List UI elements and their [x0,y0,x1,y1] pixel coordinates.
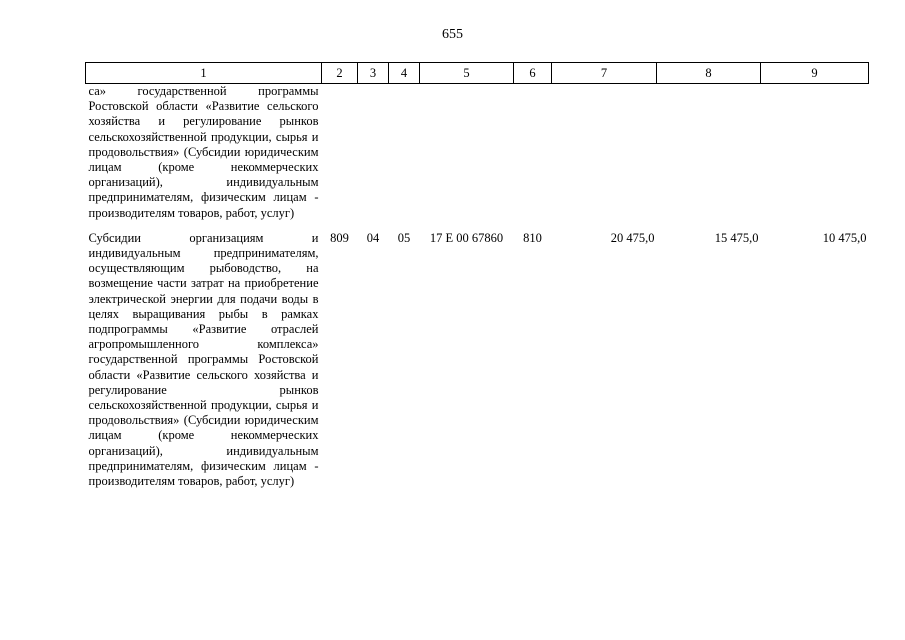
header-col-6: 6 [514,63,552,84]
cell-amount-3: 10 475,0 [822,230,867,245]
cell-section [358,84,389,231]
cell-ministry [322,84,358,231]
cell-amount-1: 20 475,0 [610,230,655,245]
table-row [86,84,869,231]
row-description: са» государственной программы Ростовской области «Развитие сельского хозяйства и регулирование рынков сельскохозяйственной продукции, сырья и продовольствия» (Субсидии юридическим лицам (кроме некоммерческих организаций), индивидуальным предпринимателям, физическим лицам - производителям товаров, работ, услуг) [88,84,319,220]
header-col-7: 7 [552,63,657,84]
cell-ministry: 809 [330,230,349,245]
cell-section: 04 [366,230,380,245]
page-number: 655 [442,27,463,42]
header-col-5: 5 [420,63,514,84]
table-row [86,231,869,489]
header-col-2: 2 [322,63,358,84]
cell-amount-2 [657,84,761,231]
cell-expense-type [514,84,552,231]
row-description: Субсидии организациям и индивидуальным предпринимателям, осуществляющим рыбоводство, на возмещение части затрат на приобретение электрической энергии для подачи воды в целях выращивания рыбы в рамках подпрограммы «Развитие отраслей агропромышленного комплекса» государственной программы Ростовской области «Развитие сельского хозяйства и регулирование рынков сельскохозяйственной продукции, сырья и продовольствия» (Субсидии юридическим лицам (кроме некоммерческих организаций), индивидуальным предпринимателям, физическим лицам - производителям товаров, работ, услуг) [88,230,319,489]
cell-amount-2: 15 475,0 [714,230,759,245]
cell-amount-1 [552,84,657,231]
header-col-9: 9 [761,63,869,84]
header-col-3: 3 [358,63,389,84]
cell-target-code [420,84,514,231]
cell-amount-3 [761,84,869,231]
header-col-1: 1 [86,63,322,84]
header-row [86,63,869,84]
budget-table [85,62,869,489]
cell-target-code: 17 Е 00 67860 [429,230,504,245]
cell-expense-type: 810 [523,230,542,245]
cell-subsection [389,84,420,231]
header-col-4: 4 [389,63,420,84]
cell-subsection: 05 [397,230,411,245]
header-col-8: 8 [657,63,761,84]
